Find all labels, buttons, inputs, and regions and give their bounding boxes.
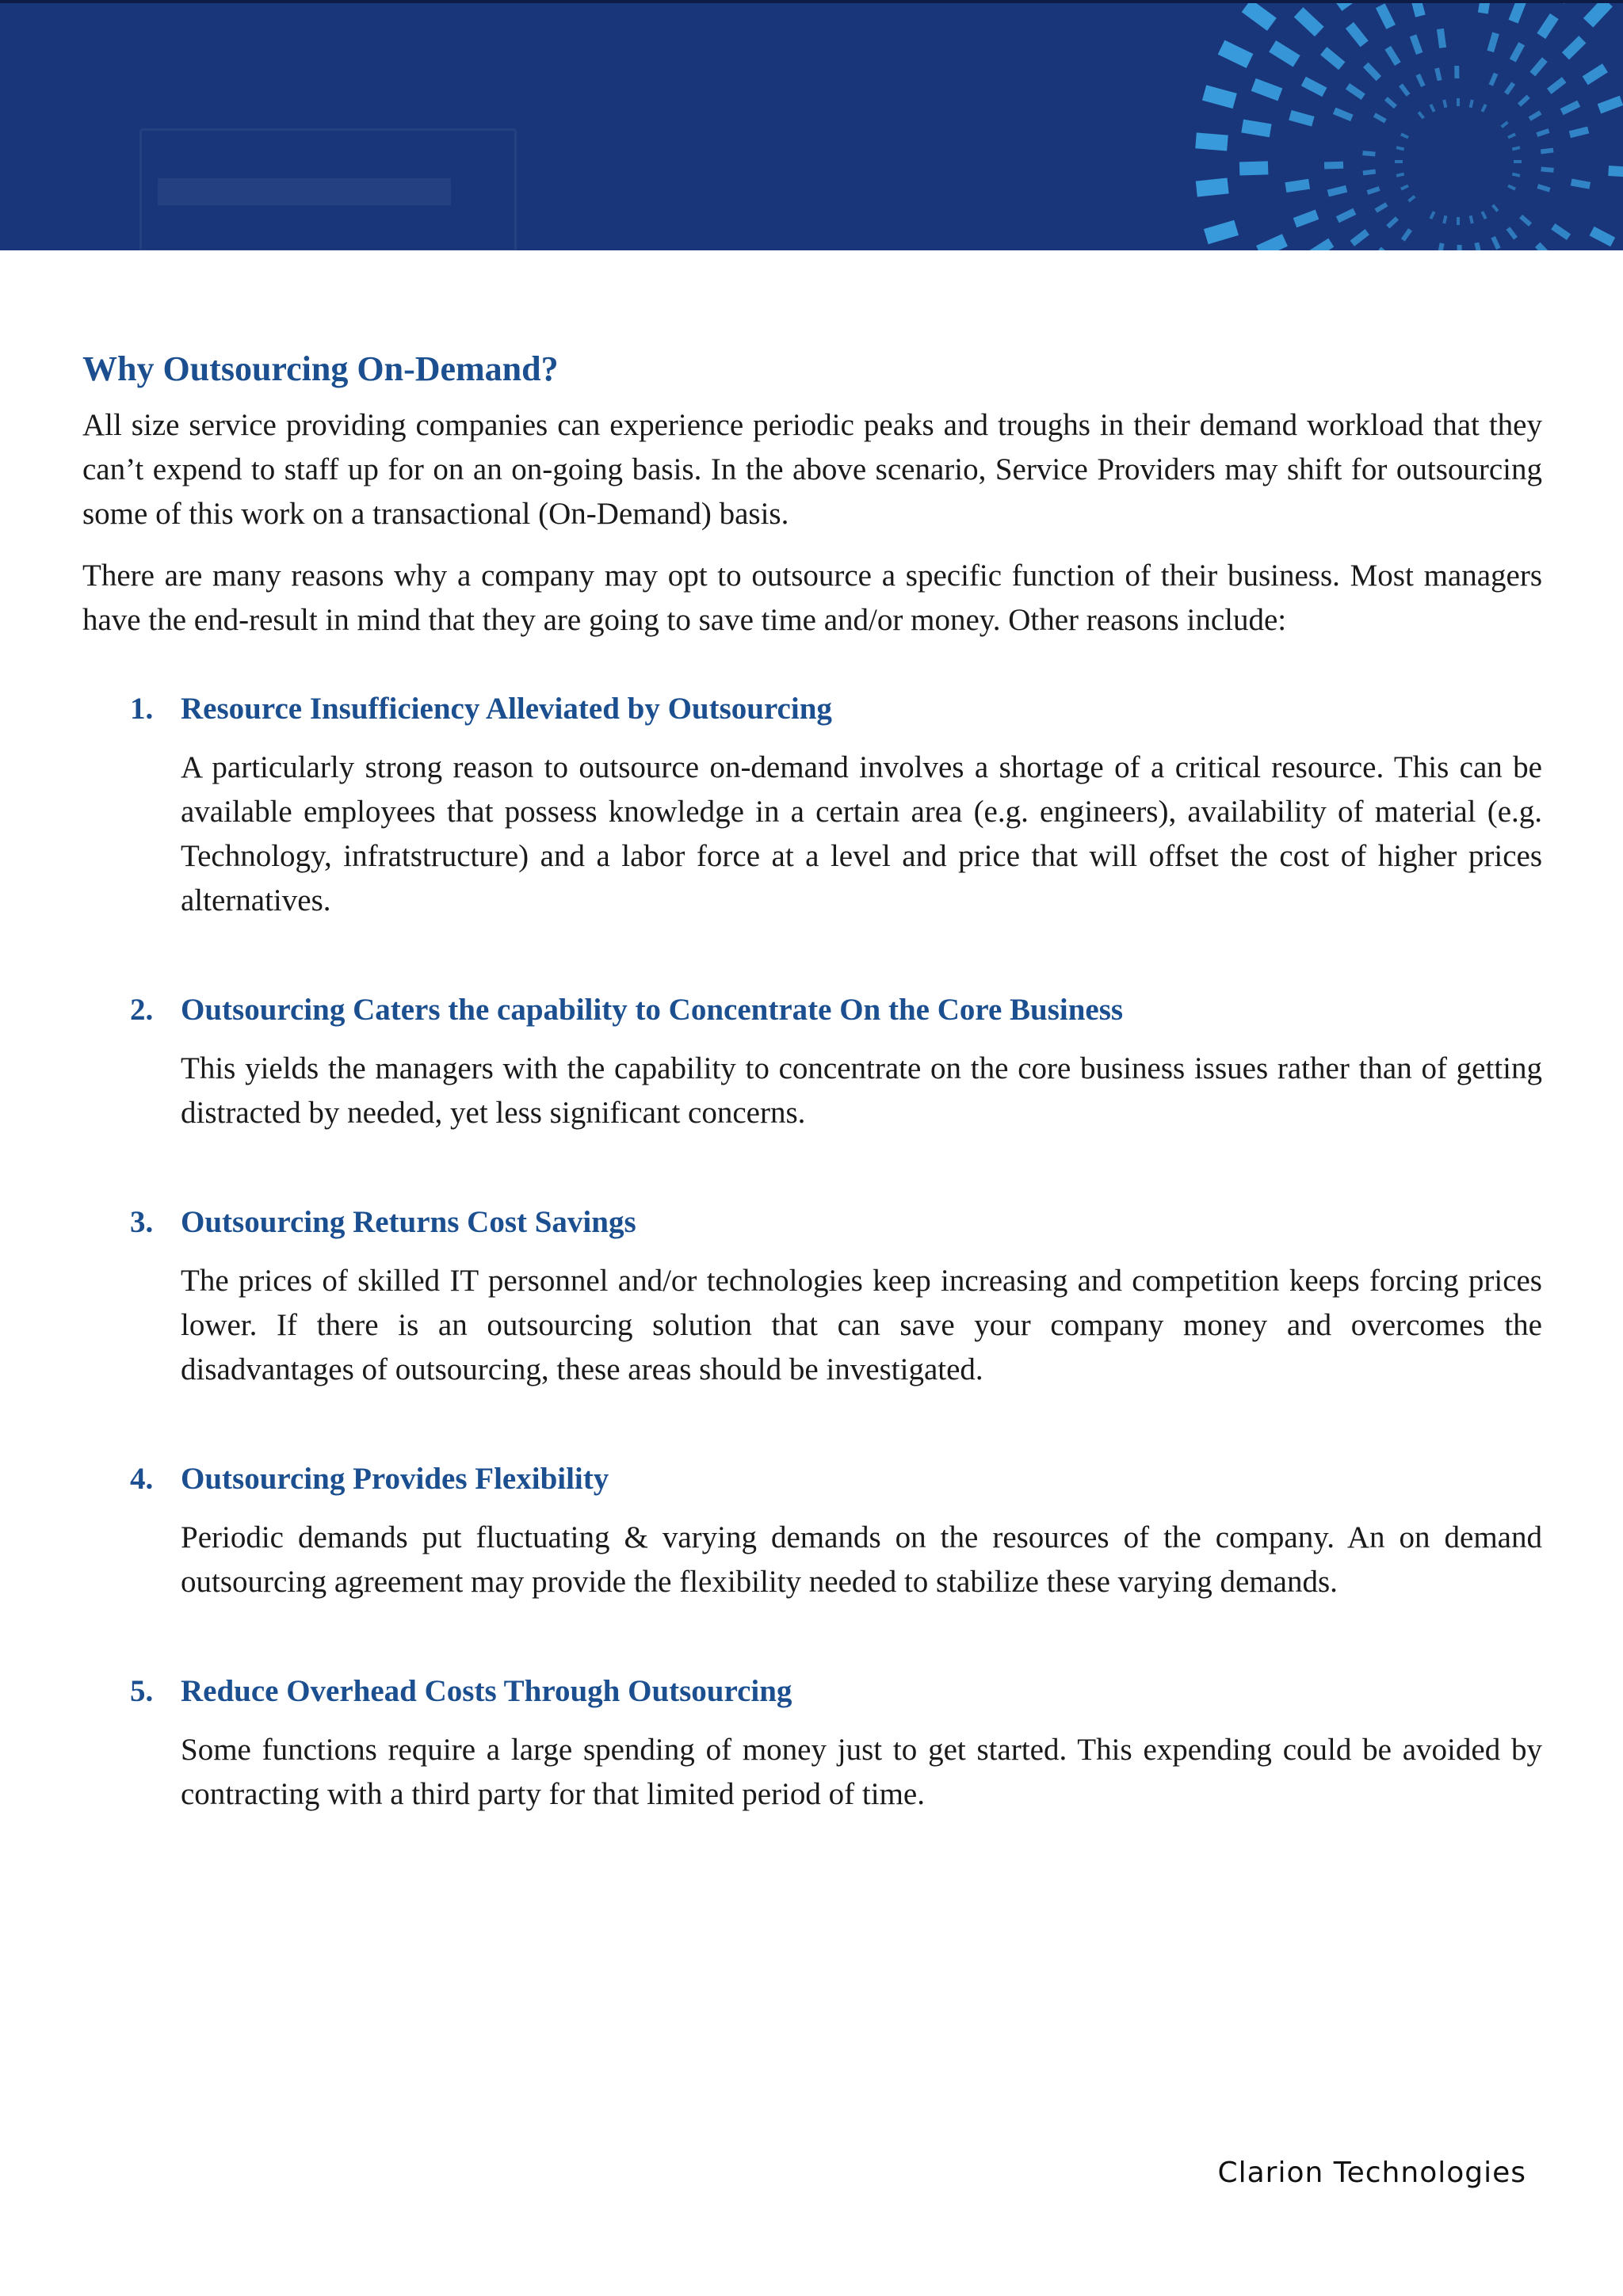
swirl-dash <box>1243 126 1271 131</box>
swirl-dash <box>1541 169 1554 170</box>
item-number: 1. <box>130 691 154 726</box>
radial-dash-graphic <box>1181 0 1623 250</box>
item-heading: Outsourcing Caters the capability to Concentrate On the Core Business <box>181 992 1124 1027</box>
swirl-dash <box>1403 230 1410 240</box>
swirl-dash <box>1533 59 1545 74</box>
header-banner <box>0 0 1623 250</box>
document-body <box>82 349 1542 1883</box>
swirl-dash <box>1396 174 1404 176</box>
swirl-dash <box>1514 0 1522 21</box>
swirl-dash <box>1491 33 1496 51</box>
swirl-dash <box>1299 12 1319 32</box>
swirl-dash <box>1437 68 1440 81</box>
swirl-dash <box>1206 227 1236 236</box>
swirl-dash <box>1609 170 1623 172</box>
list-item <box>82 688 1542 923</box>
list-item <box>82 1202 1542 1392</box>
item-number: 2. <box>130 992 154 1027</box>
swirl-dash <box>1388 218 1397 227</box>
swirl-dash <box>1502 122 1508 127</box>
swirl-dash <box>1562 104 1579 112</box>
swirl-dash <box>1537 131 1549 135</box>
swirl-dash <box>1312 242 1331 250</box>
intro-paragraph-2: There are many reasons why a company may opt to outsource a specific function of their business. Most managers have the end-result in mind that they are going to save time and/or money. Other reasons include: <box>82 558 1542 637</box>
list-item <box>82 990 1542 1135</box>
swirl-dash <box>1553 227 1569 238</box>
item-heading: Reduce Overhead Costs Through Outsourcing <box>181 1673 792 1708</box>
swirl-dash <box>1362 153 1375 154</box>
swirl-dash <box>1476 242 1480 250</box>
swirl-dash <box>1331 0 1347 7</box>
swirl-dash <box>1440 29 1442 48</box>
swirl-dash <box>1444 100 1445 108</box>
swirl-dash <box>1273 46 1297 61</box>
swirl-dash <box>1541 16 1555 36</box>
swirl-dash <box>1471 215 1472 223</box>
swirl-dash <box>1585 68 1605 81</box>
swirl-dash <box>1491 74 1495 86</box>
swirl-dash <box>1508 185 1515 189</box>
swirl-dash <box>1521 216 1530 225</box>
reasons-list <box>82 688 1542 1817</box>
swirl-dash <box>1588 2 1608 23</box>
faded-logo-watermark <box>139 128 517 250</box>
swirl-dash <box>1352 232 1367 244</box>
swirl-dash <box>1549 80 1564 92</box>
swirl-dash <box>1565 40 1582 56</box>
swirl-dash <box>1482 105 1485 112</box>
swirl-dash <box>1388 48 1398 63</box>
page-title: Why Outsourcing On-Demand? <box>82 349 559 388</box>
swirl-dash <box>1513 44 1522 60</box>
item-number: 5. <box>130 1673 154 1708</box>
swirl-dash <box>1508 228 1516 238</box>
swirl-dash <box>1323 51 1342 66</box>
swirl-dash <box>1493 205 1498 212</box>
swirl-dash <box>1338 212 1355 219</box>
swirl-dash <box>1347 86 1363 97</box>
swirl-dash <box>1408 196 1415 201</box>
swirl-dash <box>1571 182 1591 185</box>
swirl-dash <box>1493 237 1499 249</box>
footer-company-name: Clarion Technologies <box>1217 2157 1526 2189</box>
swirl-dash <box>1324 165 1343 166</box>
swirl-dash <box>1418 74 1423 86</box>
list-item <box>82 1459 1542 1604</box>
swirl-dash <box>1570 130 1588 135</box>
swirl-dash <box>1290 115 1313 121</box>
swirl-dash <box>1415 0 1421 16</box>
swirl-dash <box>1599 101 1621 109</box>
swirl-dash <box>1444 215 1445 223</box>
swirl-dash <box>1529 113 1541 119</box>
swirl-dash <box>1205 93 1235 101</box>
swirl-dash <box>1247 6 1272 25</box>
item-heading: Resource Insufficiency Alleviated by Outsourcing <box>181 691 832 726</box>
swirl-dash <box>1328 189 1346 193</box>
swirl-dash <box>1400 85 1408 95</box>
item-number: 4. <box>130 1461 154 1496</box>
swirl-dash <box>1197 185 1228 189</box>
swirl-dash <box>1381 6 1391 27</box>
item-body: Periodic demands put fluctuating & varying demands on the resources of the company. An on demand outsourcing agreement may provide the flexibility needed to stabilize these varying demands. <box>181 1520 1542 1599</box>
swirl-dash <box>1221 48 1250 61</box>
swirl-dash <box>1239 168 1268 169</box>
item-body: The prices of skilled IT personnel and/or technologies keep increasing and competition keeps forcing prices lower. If there is an outsourcing solution that can save your company money and overcomes the disadvantages of outsourcing, these areas should be investigated. <box>181 1263 1542 1386</box>
swirl-dash <box>1285 184 1309 187</box>
swirl-dash <box>1401 134 1408 137</box>
swirl-dash <box>1254 85 1281 95</box>
item-heading: Outsourcing Provides Flexibility <box>181 1461 609 1496</box>
intro-paragraph-1: All size service providing companies can experience periodic peaks and troughs in their demand workload that they can’t expend to staff up for on an on-going basis. In the above scenario, Service Providers may shift for outsourcing some of this work on a transactional (On-Demand) basis. <box>82 407 1542 531</box>
swirl-dash <box>1430 105 1434 112</box>
swirl-dash <box>1295 215 1317 223</box>
swirl-dash <box>1365 65 1379 78</box>
swirl-dash <box>1376 204 1387 211</box>
swirl-dash <box>1541 151 1553 152</box>
swirl-dash <box>1512 147 1520 149</box>
swirl-dash <box>1471 100 1472 108</box>
swirl-dash <box>1413 36 1419 54</box>
item-body: This yields the managers with the capability to concentrate on the core business issues rather than of getting distracted by needed, yet less significant concerns. <box>181 1051 1542 1130</box>
swirl-dash <box>1335 111 1352 118</box>
swirl-dash <box>1512 174 1520 176</box>
swirl-dash <box>1506 83 1513 93</box>
swirl-dash <box>1401 185 1408 189</box>
swirl-dash <box>1440 243 1442 250</box>
item-body: Some functions require a large spending of money just to get started. This expending could be avoided by contracting with a third party for that limited period of time. <box>181 1732 1542 1811</box>
swirl-dash <box>1396 147 1404 149</box>
swirl-dash <box>1386 98 1396 107</box>
swirl-dash <box>1196 140 1228 143</box>
swirl-dash <box>1419 112 1423 118</box>
swirl-dash <box>1363 172 1376 174</box>
swirl-dash <box>1430 212 1434 219</box>
swirl-dash <box>1482 212 1485 219</box>
swirl-dash <box>1304 82 1325 93</box>
list-item <box>82 1671 1542 1817</box>
item-body: A particularly strong reason to outsource on-demand involves a shortage of a critical resource. This can be available employees that possess knowledge in a certain area (e.g. engineers), availability of material (e.g. Technology, infratstructure) and a labor force at a level and price that will offset the cost of higher prices alternatives. <box>181 749 1542 917</box>
swirl-dash <box>1259 240 1285 250</box>
swirl-dash <box>1519 97 1529 105</box>
swirl-dash <box>1537 245 1551 250</box>
swirl-dash <box>1508 134 1515 137</box>
swirl-dash <box>1367 189 1379 193</box>
item-heading: Outsourcing Returns Cost Savings <box>181 1204 636 1239</box>
swirl-dash <box>1483 0 1487 13</box>
swirl-dash <box>1374 115 1385 121</box>
swirl-dash <box>1350 25 1365 44</box>
swirl-dash <box>1537 186 1549 190</box>
item-number: 3. <box>130 1204 154 1239</box>
swirl-dash <box>1592 231 1613 242</box>
